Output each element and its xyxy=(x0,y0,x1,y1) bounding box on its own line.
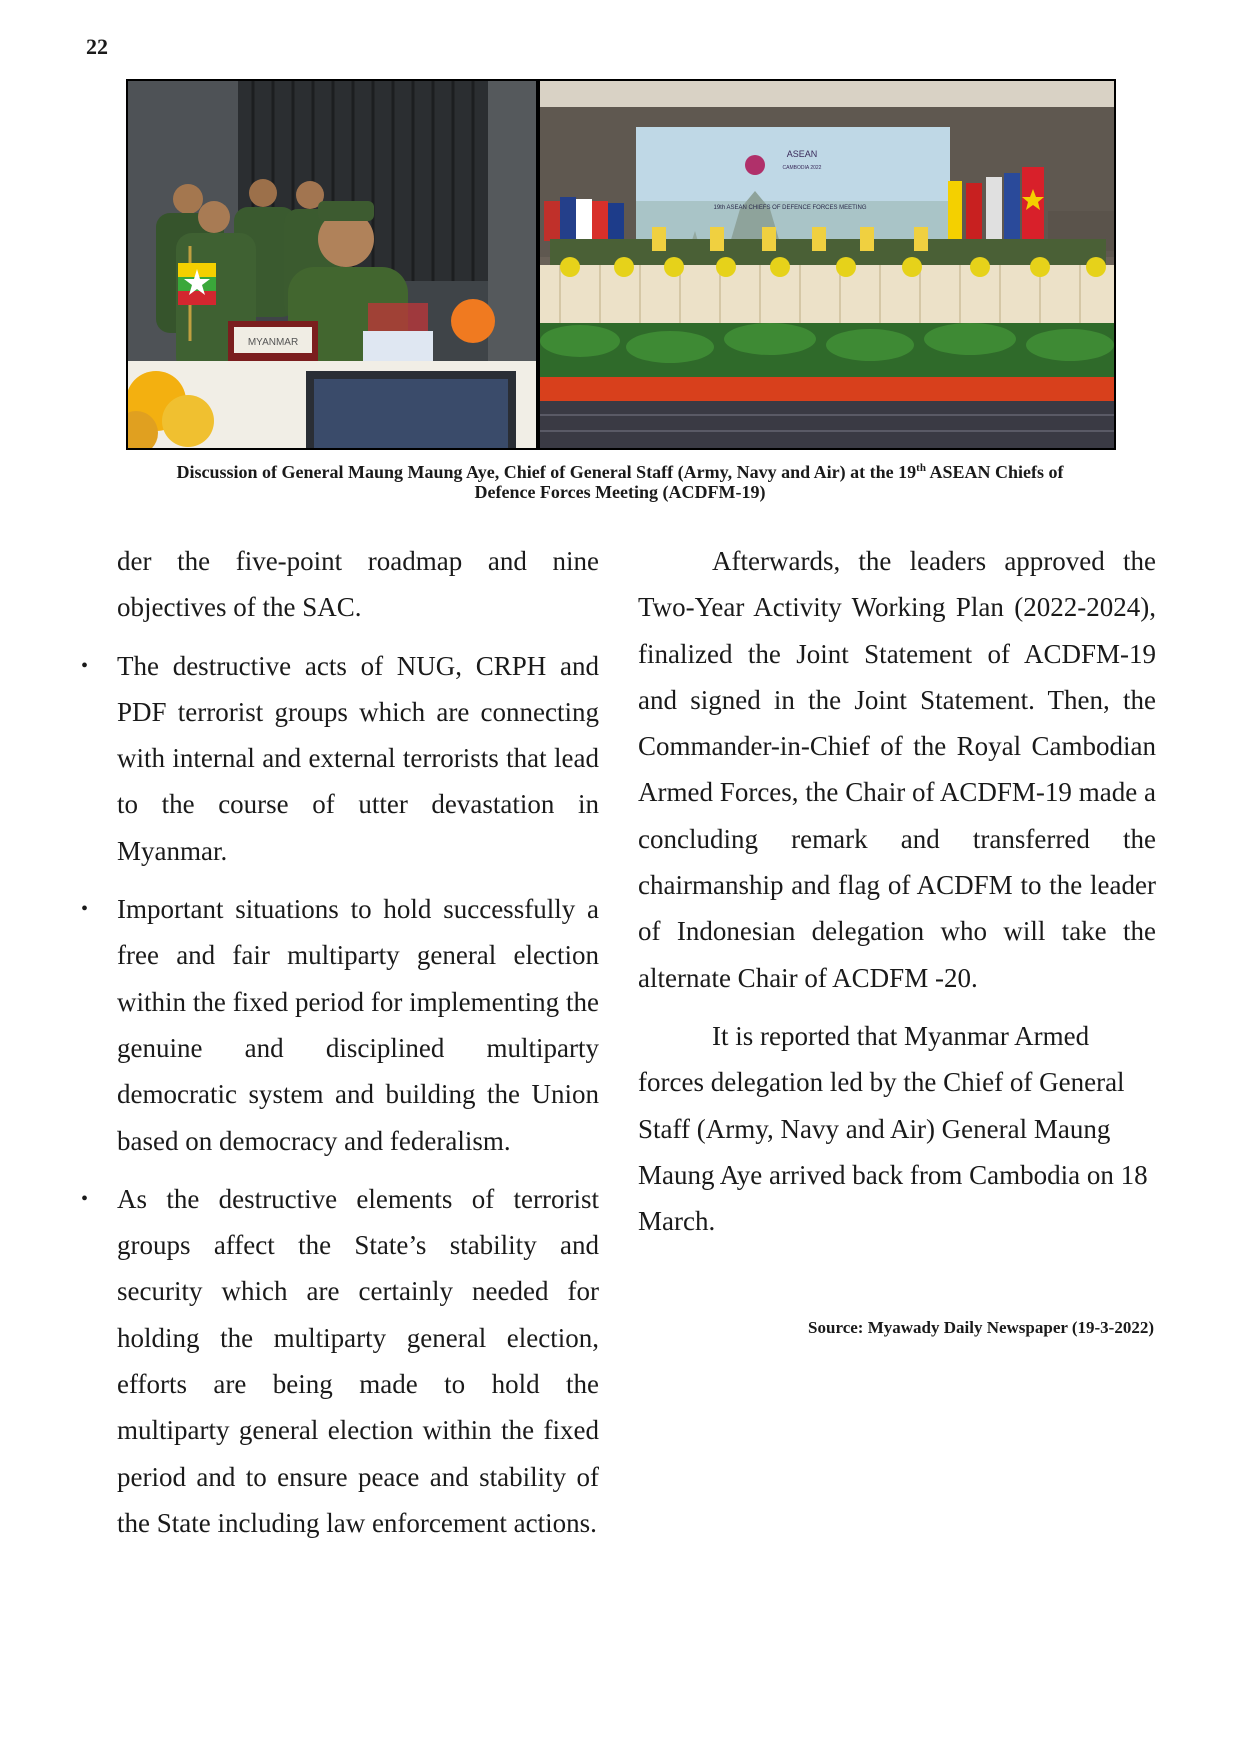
bullet-item xyxy=(81,886,599,1164)
left-column xyxy=(81,538,599,1558)
bullet-dot: • xyxy=(81,1187,89,1210)
right-column xyxy=(638,538,1156,1244)
right-paragraph-1: Afterwards, the leaders approved the Two-Year Activity Working Plan (2022-2024), finalized the Joint Statement of ACDFM-19 and signed in the Joint Statement. Then, the Commander-in-Chief of the Royal Cambodian Armed Forces, the Chair of ACDFM-19 made a concluding remark and transferred the chairmanship and flag of ACDFM to the leader of Indonesian delegation who will take the alternate Chair of ACDFM -20. xyxy=(638,546,1156,993)
left-intro-paragraph: der the five-point roadmap and nine objectives of the SAC. xyxy=(117,546,599,623)
delegation-photo xyxy=(128,81,536,448)
caption-line-2: Defence Forces Meeting (ACDFM-19) xyxy=(474,482,766,502)
right-paragraph-2: It is reported that Myanmar Armed forces delegation led by the Chief of General Staff (Army, Navy and Air) General Maung Maung Aye arrived back from Cambodia on 18 March. xyxy=(638,1020,1148,1237)
ceremony-photo xyxy=(540,81,1114,448)
ceremony-photo-image xyxy=(540,81,1114,448)
caption-line-1 xyxy=(86,462,1154,482)
bullet-dot: • xyxy=(81,898,89,921)
caption-text-2: ASEAN Chiefs of xyxy=(925,462,1064,482)
nameplate-text: MYANMAR xyxy=(247,337,299,348)
bullet-dot: • xyxy=(81,654,89,677)
caption-superscript: th xyxy=(916,462,926,474)
bullet-item xyxy=(81,643,599,874)
photo-strip xyxy=(126,79,1116,450)
bullet-list xyxy=(81,643,599,1547)
bullet-text: As the destructive elements of terrorist groups affect the State’s stability and security which are certainly needed for holding the multiparty general election, efforts are being made to hold the multiparty general election within the fixed period and to ensure peace and stability of the State including law enforcement actions. xyxy=(117,1183,599,1538)
banner-asean: ASEAN xyxy=(786,149,818,159)
figure-caption xyxy=(86,462,1154,502)
banner-cambodia: CAMBODIA 2022 xyxy=(782,165,822,171)
bullet-text: Important situations to hold successfully a free and fair multiparty general election within the fixed period for implementing the genuine and disciplined multiparty democratic system and building the Union based on democracy and federalism. xyxy=(117,894,599,1156)
bullet-text: The destructive acts of NUG, CRPH and PDF terrorist groups which are connecting with internal and external terrorists that lead to the course of utter devastation in Myanmar. xyxy=(117,650,599,866)
banner-title: 19th ASEAN CHIEFS OF DEFENCE FORCES MEETING xyxy=(713,205,867,211)
bullet-item xyxy=(81,1176,599,1546)
caption-text-1: Discussion of General Maung Maung Aye, Chief of General Staff (Army, Navy and Air) at the 19 xyxy=(176,462,917,482)
source-citation: Source: Myawady Daily Newspaper (19-3-2022) xyxy=(808,1318,1154,1337)
delegation-photo-image xyxy=(128,81,536,448)
page-number: 22 xyxy=(86,34,108,59)
